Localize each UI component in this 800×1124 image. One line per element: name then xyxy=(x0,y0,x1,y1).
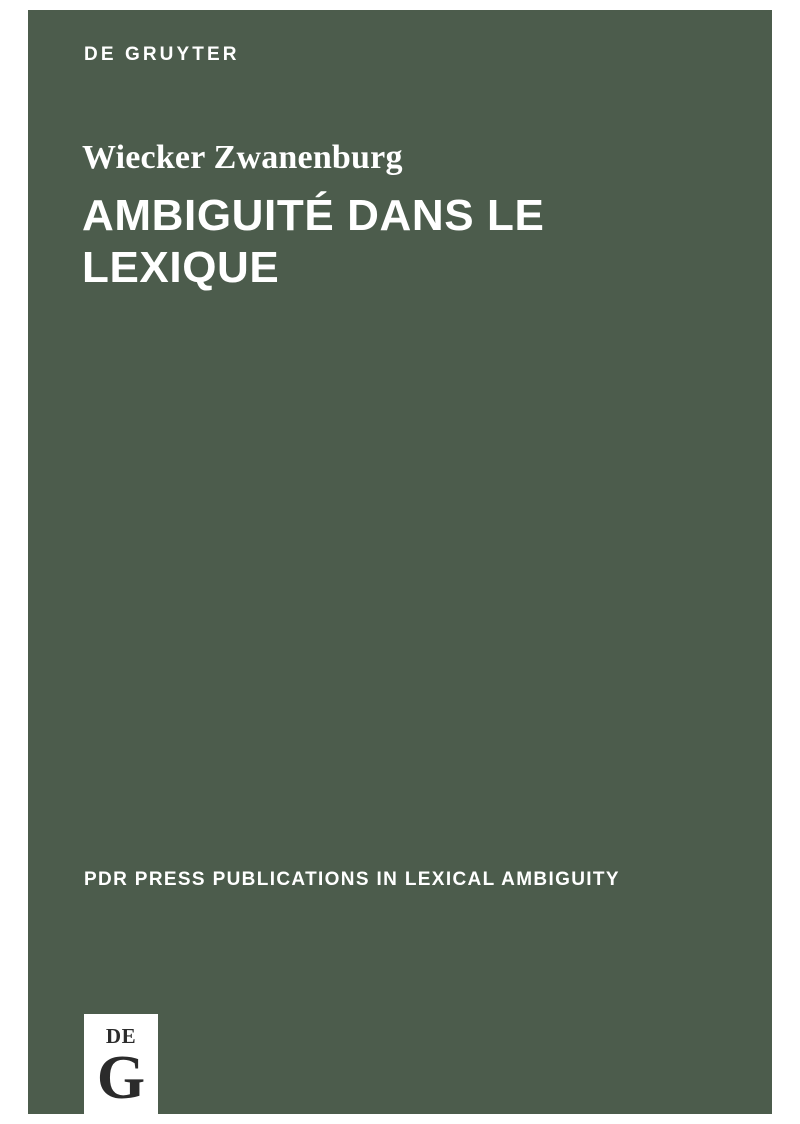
series-title: PDR PRESS PUBLICATIONS IN LEXICAL AMBIGUITY xyxy=(84,869,620,890)
publisher-logo-de-text: DE xyxy=(105,1024,137,1048)
publisher-wordmark: DE GRUYTER xyxy=(84,44,240,65)
cover-panel xyxy=(28,10,772,1114)
author-name: Wiecker Zwanenburg xyxy=(82,139,403,176)
publisher-logo xyxy=(84,1014,158,1114)
publisher-logo-g-glyph: G xyxy=(96,1044,146,1112)
book-title: AMBIGUITÉ DANS LE LEXIQUE xyxy=(82,191,545,292)
